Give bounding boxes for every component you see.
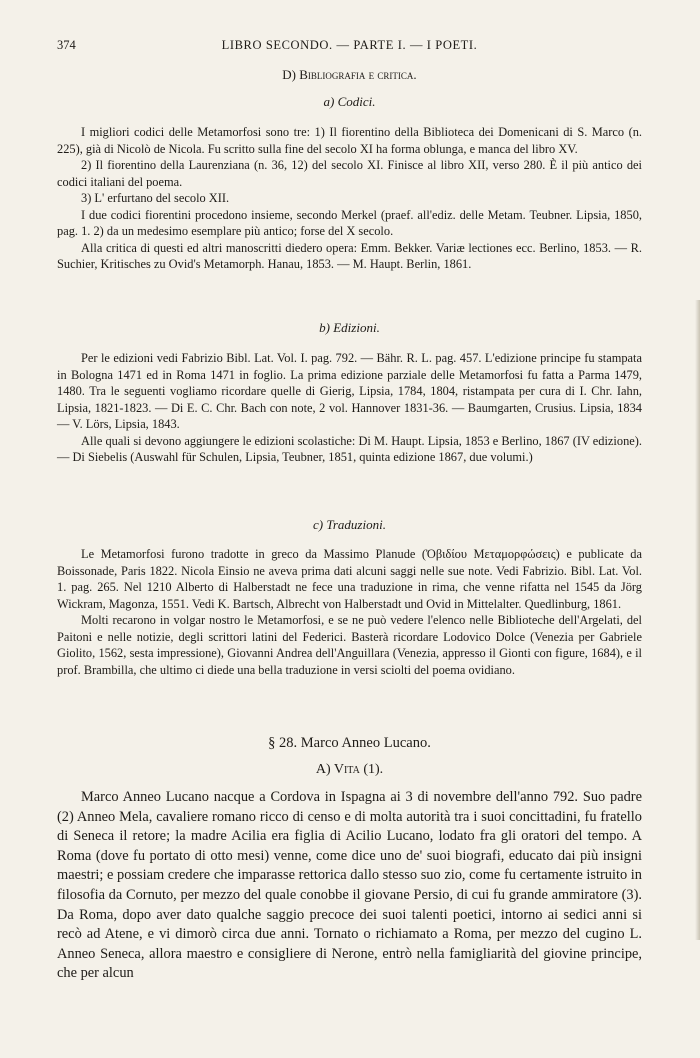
vita-block <box>57 788 642 984</box>
codici-paragraph-3: 3) L' erfurtano del secolo XII. <box>81 191 230 205</box>
codici-block <box>57 124 642 273</box>
vita-paragraph: Marco Anneo Lucano nacque a Cordova in Ispagna ai 3 di novembre dell'anno 792. Suo padre (2) Anneo Mela, cavaliere romano ricco di censo e di molta autorità tra i suoi concittadini, fu fratello di Seneca il retore; la madre Acilia era figlia di Acilio Lucano, lodato fra gli oratori del tempo. A Roma (dove fu portato di otto mesi) venne, come dice uno de' suoi biografi, educato dai più insigni maestri; e possiam credere che imparasse rettorica dallo stesso suo zio, come fu certamente istruito in filosofia da Cornuto, per mezzo del quale conobbe il giovane Persio, di cui fu grande ammiratore (3). Da Roma, dopo aver dato qualche saggio precoce dei suoi talenti poetici, intorno ai sedici anni si recò ad Atene, e vi dimorò circa due anni. Tornato o richiamato a Roma, per mezzo del cugino L. Anneo Seneca, allora maestro e consigliere di Nerone, entrò nella famigliarità del giovine principe, che per alcun <box>57 789 642 982</box>
codici-paragraph-2: 2) Il fiorentino della Laurenziana (n. 36, 12) del secolo XI. Finisce al libro XII, verso 280. È il più antico dei codici italiani del poema. <box>57 158 642 189</box>
traduzioni-paragraph-1: Le Metamorfosi furono tradotte in greco da Massimo Planude (Ὀβιδίου Μεταμορφώσεις) e publicate da Boissonade, Paris 1822. Nicola Einsio ne aveva prima dati alcuni saggi nelle sue note. Vedi Fabrizio. Bibl. Lat. Vol. 1. pag. 265. Nel 1210 Alberto di Halberstadt ne fece una traduzione in rima, che venne rifatta nel 1545 da Jörg Wickram, Magonza, 1551. Vedi K. Bartsch, Albrecht von Halberstadt und Ovid in Mittelalter. Quedlinburg, 1861. <box>57 547 642 611</box>
edizioni-paragraph-1: Per le edizioni vedi Fabrizio Bibl. Lat. Vol. I. pag. 792. — Bähr. R. L. pag. 457. L'edizione principe fu stampata in Bologna 1471 ed in Roma 1471 in foglio. La prima edizione parziale delle Metamorfosi fu fatta a Parma 1479, 1480. Tra le seguenti vogliamo ricordare quelle di Gierig, Lipsia, 1784, 1804, ristampata per cura di I. Chr. Iahn, Lipsia, 1821-1823. — Di E. C. Chr. Bach con note, 2 vol. Hannover 1831-36. — Baumgarten, Crusius. Lipsia, 1834 — V. Lörs, Lipsia, 1843. <box>57 351 642 431</box>
chapter-heading-lucano: § 28. Marco Anneo Lucano. <box>268 735 431 751</box>
subsection-heading-codici: a) Codici. <box>323 94 376 109</box>
section-heading-bibliografia: D) Bibliografia e critica. <box>282 67 417 82</box>
codici-paragraph-5: Alla critica di questi ed altri manoscritti diedero opera: Emm. Bekker. Variæ lectiones ecc. Berlino, 1853. — R. Suchier, Kritisches zu Ovid's Metamorph. Hanau, 1853. — M. Haupt. Berlin, 1861. <box>57 240 642 271</box>
traduzioni-block <box>57 546 642 678</box>
subsection-heading-traduzioni: c) Traduzioni. <box>313 517 386 532</box>
traduzioni-paragraph-2: Molti recarono in volgar nostro le Metamorfosi, e se ne può vedere l'elenco nelle Biblioteche dell'Argelati, del Paitoni e nelle notizie, degli scrittori latini del Federici. Basterà ricordare Lodovico Dolce (Venezia per Gabriele Giolito, 1562, sesta impressione), Giovanni Andrea dell'Anguillara (Venezia, appresso il Gionti con figure, 1684), e il prof. Brambilla, che ultimo ci diede una bella traduzione in versi sciolti del poema ovidiano. <box>57 613 642 677</box>
codici-paragraph-4: I due codici fiorentini procedono insieme, secondo Merkel (praef. all'ediz. delle Metam. Teubner. Lipsia, 1850, pag. 1. 2) da un medesimo esemplare più antico; forse del X secolo. <box>57 207 642 238</box>
running-head: LIBRO SECONDO. — PARTE I. — I POETI. <box>221 38 478 52</box>
subsection-heading-edizioni: b) Edizioni. <box>319 320 380 335</box>
edizioni-block <box>57 350 642 466</box>
page-number: 374 <box>57 38 76 52</box>
codici-paragraph-1: I migliori codici delle Metamorfosi sono tre: 1) Il fiorentino della Biblioteca dei Domenicani di S. Marco (n. 225), già di Nicolò de Nicola. Fu scritto sulla fine del secolo XI ha forma oblunga, e manca del libro XV. <box>57 125 642 156</box>
section-heading-vita: A) Vita (1). <box>315 762 384 777</box>
edizioni-paragraph-2: Alle quali si devono aggiungere le edizioni scolastiche: Di M. Haupt. Lipsia, 1853 e Berlino, 1867 (IV edizione). — Di Siebelis (Auswahl für Schulen, Lipsia, Teubner, 1851, quinta edizione 1867, due volumi.) <box>57 433 642 464</box>
page-header <box>57 38 642 54</box>
page-edge-shadow <box>695 300 700 940</box>
